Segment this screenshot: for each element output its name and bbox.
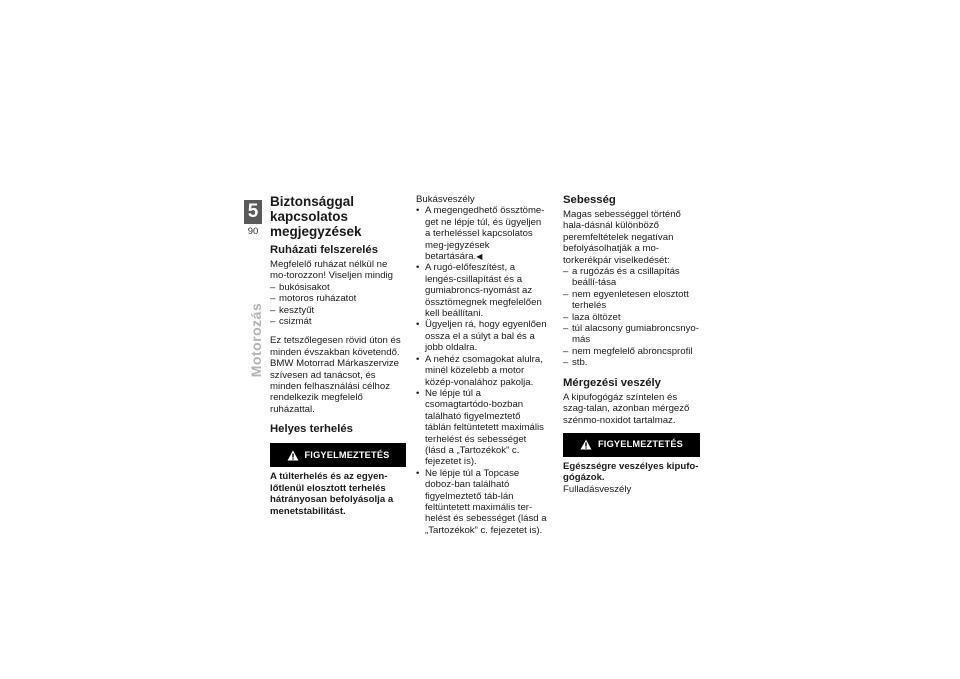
column-1 <box>270 194 406 517</box>
list-item: • Ne lépje túl a csomagtartódo-bozban található figyelmeztető táblán feltüntetett maximális terhelést és sebességet (lásd a „Tartozékok” c. fejezetet is). <box>416 388 549 468</box>
fall-hazard-label: Bukásveszély <box>416 194 475 205</box>
column-2 <box>416 194 549 536</box>
list-item: – nem egyenletesen elosztott terhelés <box>563 289 700 312</box>
clothing-paragraph: Ez tetszőlegesen rövid úton és minden évszakban követendő. BMW Motorrad Márkaszervize szívesen ad tanácsot, és minden felhasználási célhoz rendelkezik megfelelő ruházattal. <box>270 335 401 415</box>
chapter-side-label: Motorozás <box>248 302 264 378</box>
end-mark-icon: ◀ <box>476 252 483 262</box>
list-item: – bukósisakot <box>270 282 406 293</box>
speed-intro: Magas sebességgel történő hala-dásnál különböző peremfeltételek negatívan befolyásolhatják a mo-torkerékpár viselkedését: <box>563 209 681 266</box>
list-item: – túl alacsony gumiabroncsnyo-más <box>563 323 700 346</box>
warning-text: A túlterhelés és az egyen-lőtlenül elosztott terhelés hátrányosan befolyásolja a menetstabilitást. <box>270 471 394 517</box>
heading-speed: Sebesség <box>563 194 616 206</box>
list-item: – csizmát <box>270 316 406 327</box>
heading-clothing: Ruházati felszerelés <box>270 244 378 256</box>
heading-poisoning: Mérgezési veszély <box>563 376 661 389</box>
list-item: – nem megfelelő abroncsprofil <box>563 346 700 357</box>
list-item: – laza öltözet <box>563 312 700 323</box>
warning-label: FIGYELMEZTETÉS <box>304 449 390 460</box>
list-item: • Ne lépje túl a Topcase doboz-ban található figyelmeztető táb-lán feltüntetett maximális ter-helést és sebességet (lásd a „Tartozékok” c. fejezetet is). <box>416 468 549 536</box>
suffocation-hazard: Fulladásveszély <box>563 483 632 495</box>
list-item: – motoros ruházatot <box>270 293 406 304</box>
clothing-list <box>270 282 406 328</box>
warning-banner <box>563 433 700 457</box>
list-item: • A megengedhető össztöme-get ne lépje túl, és ügyeljen a terheléssel kapcsolatos meg-jegyzések betartására.◀ <box>416 205 549 262</box>
warning-text: Egészségre veszélyes kipufo-gógázok. <box>563 460 699 484</box>
list-item: • A rugó-előfeszítést, a lengés-csillapítást és a gumiabroncs-nyomást az össztömegnek megfelelően kell beállítani. <box>416 262 549 319</box>
column-3 <box>563 194 700 495</box>
list-item: • Ügyeljen rá, hogy egyenlően ossza el a súlyt a bal és a jobb oldalra. <box>416 319 549 353</box>
list-item: – a rugózás és a csillapítás beállí-tása <box>563 266 700 289</box>
clothing-intro: Megfelelő ruházat nélkül ne mo-torozzon! Viseljen mindig <box>270 259 393 282</box>
heading-loading: Helyes terhelés <box>270 423 353 436</box>
list-item: – stb. <box>563 357 700 368</box>
list-item: – kesztyűt <box>270 305 406 316</box>
warning-label: FIGYELMEZTETÉS <box>598 439 683 450</box>
speed-list <box>563 266 700 369</box>
page-number: 90 <box>247 226 259 237</box>
poisoning-intro: A kipufogógáz színtelen és szag-talan, azonban mérgező szénmo-noxidot tartalmaz. <box>563 391 690 426</box>
warning-banner <box>270 443 406 467</box>
chapter-number: 5 <box>244 200 262 224</box>
warning-triangle-icon <box>287 450 299 461</box>
warning-triangle-icon <box>580 439 592 450</box>
page-title: Biztonsággal kapcsolatos megjegyzések <box>270 194 362 239</box>
list-item: • A nehéz csomagokat alulra, minél közelebb a motor közép-vonalához pakolja. <box>416 354 549 388</box>
loading-list <box>416 205 549 536</box>
